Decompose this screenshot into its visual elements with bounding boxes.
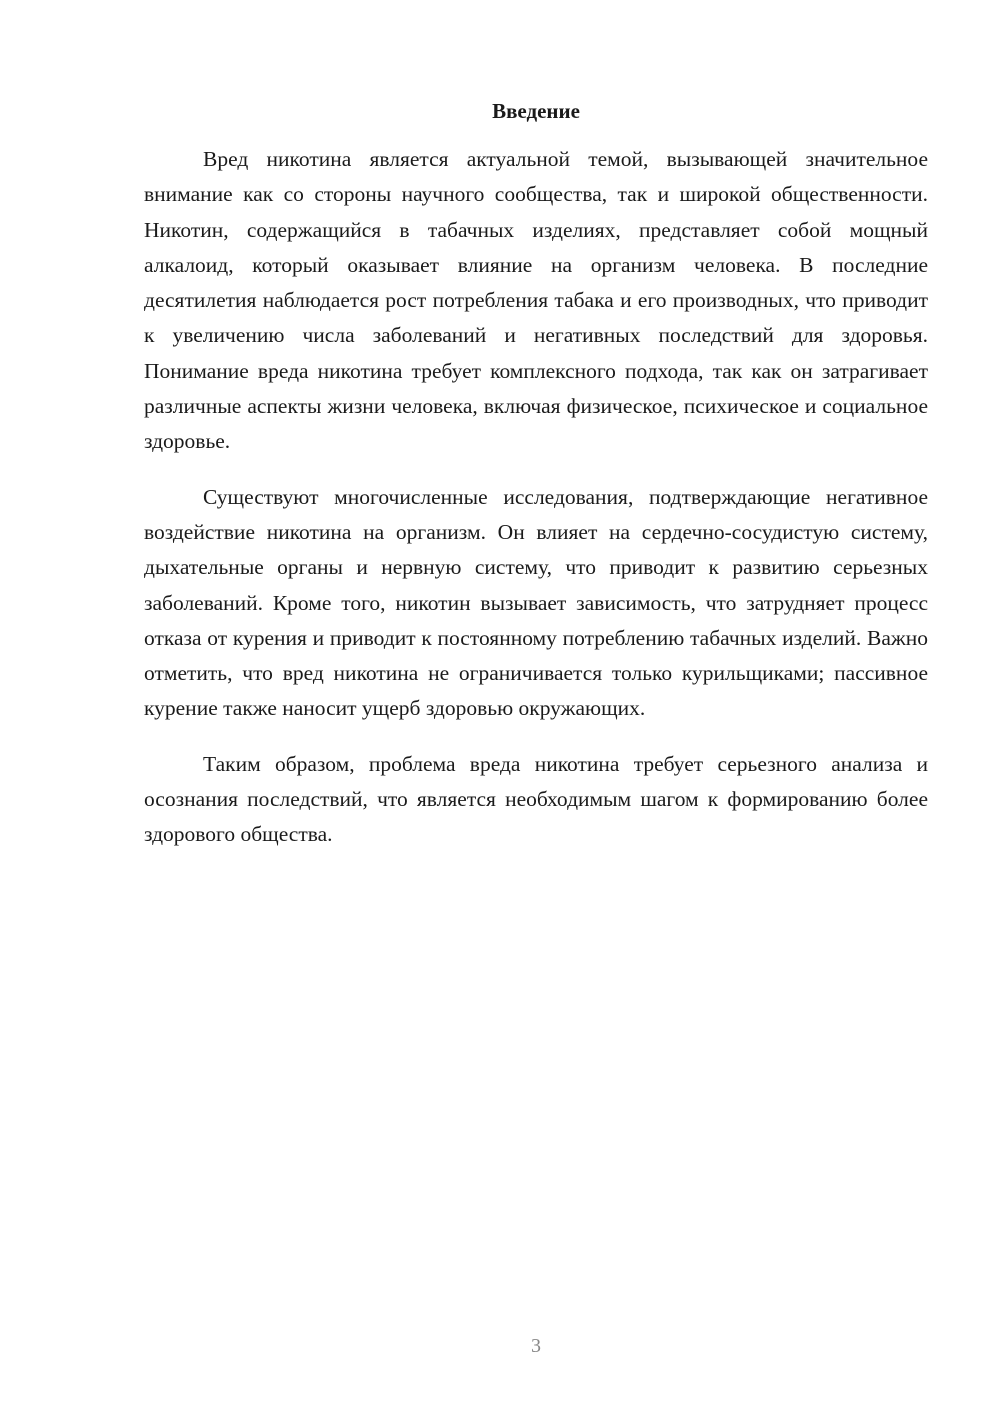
paragraph-3: Таким образом, проблема вреда никотина требует серьезного анализа и осознания последствий, что является необходимым шагом к формированию более здорового общества.	[144, 751, 928, 847]
paragraph-1: Вред никотина является актуальной темой, вызывающей значительное внимание как со стороны научного сообщества, так и широкой общественности. Никотин, содержащийся в табачных изделиях, представляет собой мощный алкалоид, который оказывает влияние на организм человека. В последние десятилетия наблюдается рост потребления табака и его производных, что приводит к увеличению числа заболеваний и негативных последствий для здоровья. Понимание вреда никотина требует комплексного подхода, так как он затрагивает различные аспекты жизни человека, включая физическое, психическое и социальное здоровье.	[144, 147, 928, 454]
section-heading: Введение	[492, 99, 580, 123]
page-number: 3	[531, 1335, 541, 1357]
body-text	[144, 142, 928, 873]
paragraph-2: Существуют многочисленные исследования, подтверждающие негативное воздействие никотина на организм. Он влияет на сердечно-сосудистую систему, дыхательные органы и нервную систему, что приводит к развитию серьезных заболеваний. Кроме того, никотин вызывает зависимость, что затрудняет процесс отказа от курения и приводит к постоянному потреблению табачных изделий. Важно отметить, что вред никотина не ограничивается только курильщиками; пассивное курение также наносит ущерб здоровью окружающих.	[144, 484, 928, 721]
